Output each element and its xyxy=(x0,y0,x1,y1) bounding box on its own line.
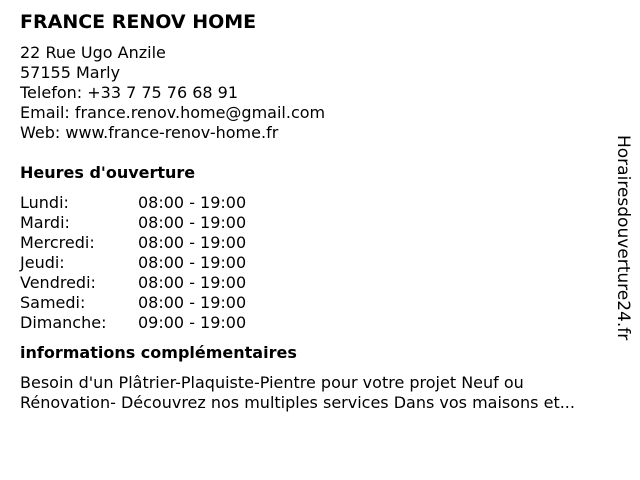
info-heading: informations complémentaires xyxy=(20,343,297,362)
time-range: 09:00 - 19:00 xyxy=(138,313,247,332)
day-label: Dimanche: xyxy=(20,313,107,332)
time-range: 08:00 - 19:00 xyxy=(138,233,247,252)
business-card xyxy=(20,10,610,413)
day-label: Lundi: xyxy=(20,193,69,212)
email-line: Email: france.renov.home@gmail.com xyxy=(20,103,326,122)
hours-heading: Heures d'ouverture xyxy=(20,163,196,182)
day-label: Mercredi: xyxy=(20,233,95,252)
day-label: Samedi: xyxy=(20,293,86,312)
street-address: 22 Rue Ugo Anzile xyxy=(20,43,166,62)
business-name: FRANCE RENOV HOME xyxy=(20,11,257,33)
hours-row-friday xyxy=(20,273,610,293)
day-label: Mardi: xyxy=(20,213,70,232)
hours-row-tuesday xyxy=(20,213,610,233)
hours-row-wednesday xyxy=(20,233,610,253)
hours-row-thursday xyxy=(20,253,610,273)
time-range: 08:00 - 19:00 xyxy=(138,273,247,292)
time-range: 08:00 - 19:00 xyxy=(138,253,247,272)
time-range: 08:00 - 19:00 xyxy=(138,213,247,232)
time-range: 08:00 - 19:00 xyxy=(138,293,247,312)
time-range: 08:00 - 19:00 xyxy=(138,193,247,212)
info-description: Besoin d'un Plâtrier-Plaquiste-Pientre pour votre projet Neuf ou Rénovation- Découvrez nos multiples services Dans vos maisons et... xyxy=(20,373,575,412)
hours-table xyxy=(20,193,610,333)
web-line: Web: www.france-renov-home.fr xyxy=(20,123,279,142)
hours-row-sunday xyxy=(20,313,610,333)
day-label: Vendredi: xyxy=(20,273,96,292)
address-block xyxy=(20,43,610,143)
side-watermark: Horairesdouverture24.fr xyxy=(613,135,633,341)
hours-row-saturday xyxy=(20,293,610,313)
day-label: Jeudi: xyxy=(20,253,65,272)
hours-row-monday xyxy=(20,193,610,213)
phone-line: Telefon: +33 7 75 76 68 91 xyxy=(20,83,239,102)
city-postcode: 57155 Marly xyxy=(20,63,121,82)
